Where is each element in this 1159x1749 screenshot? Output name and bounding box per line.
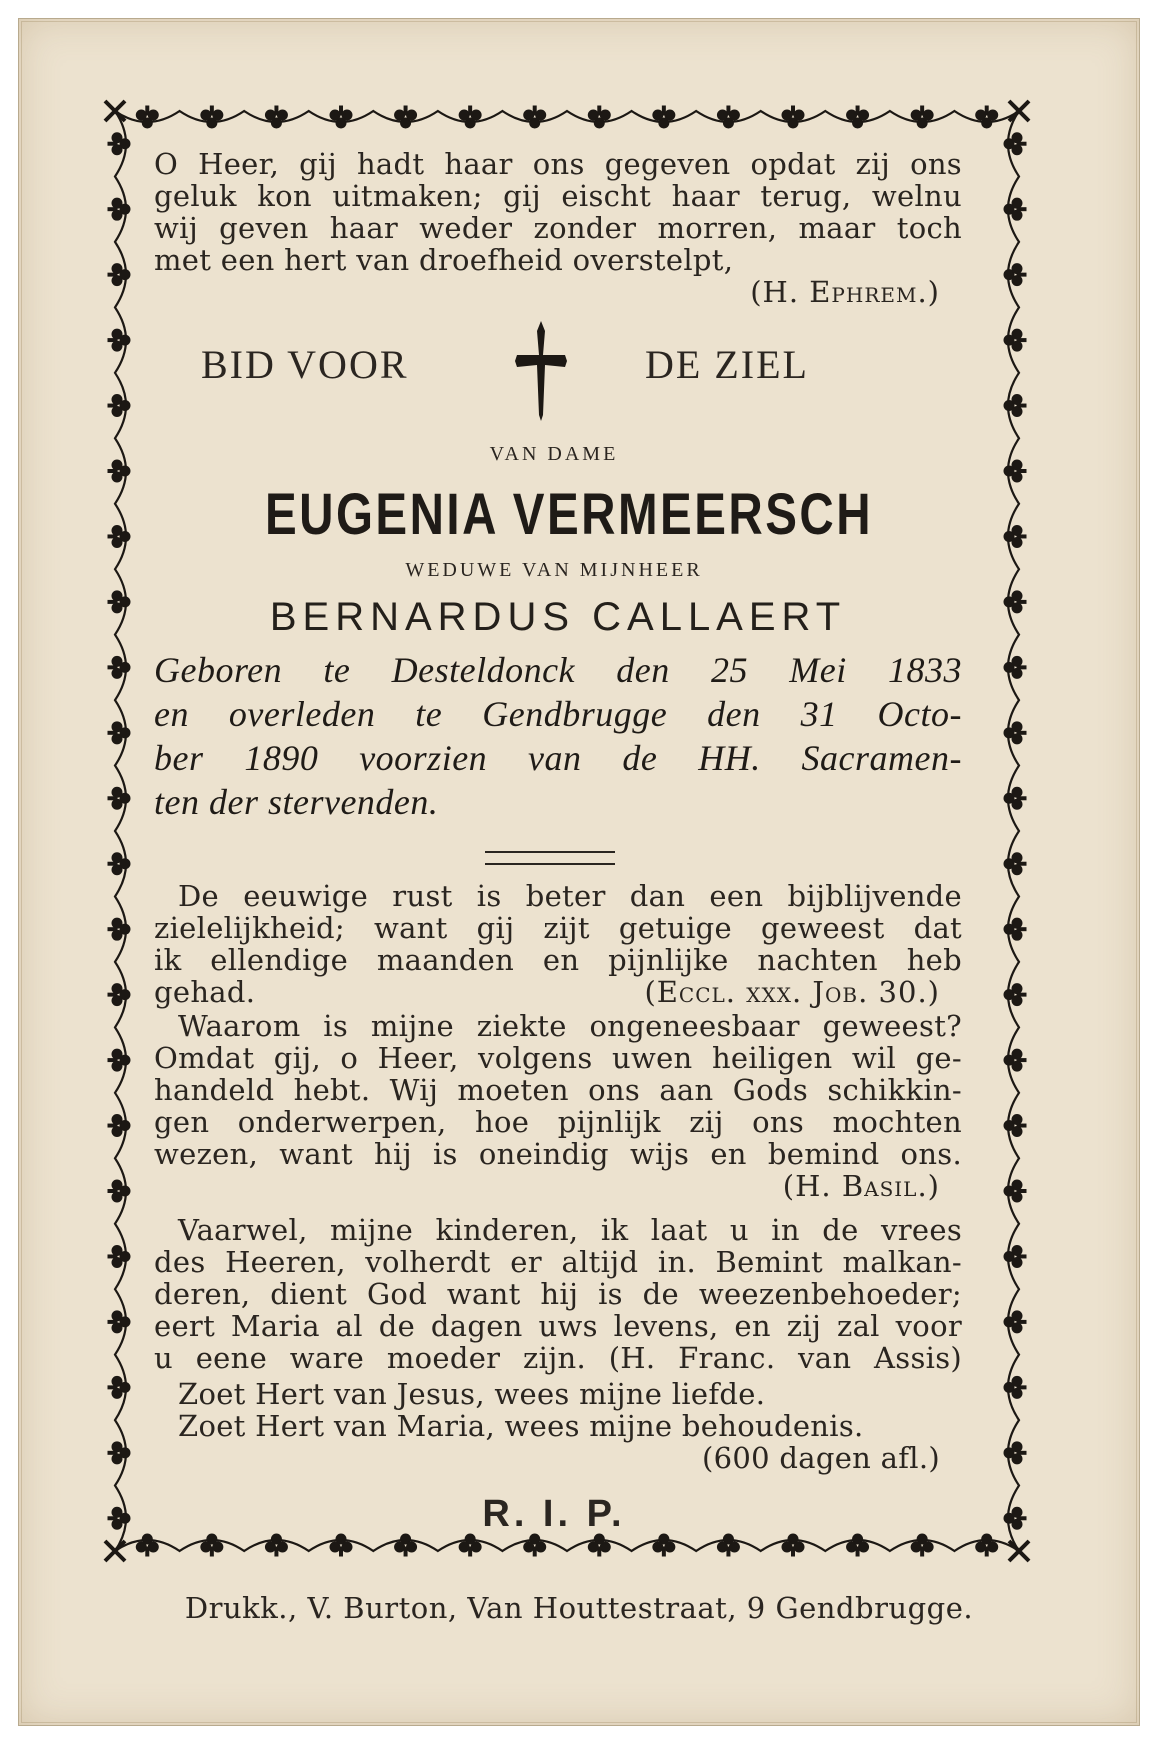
- quote-line: gehad.: [154, 975, 256, 1009]
- fleur-icon: [717, 1534, 739, 1556]
- fleur-icon: [330, 106, 352, 128]
- double-rule: [485, 851, 615, 865]
- fleur-icon: [201, 1534, 223, 1556]
- fleur-icon: [136, 1534, 158, 1556]
- fleur-icon: [847, 106, 869, 128]
- life-line: ber 1890 voorzien van de HH. Sacramen-: [154, 738, 962, 778]
- fleur-icon: [395, 106, 417, 128]
- opening-quote: [154, 147, 962, 307]
- fleur-icon: [201, 106, 223, 128]
- life-line: Geboren te Desteldonck den 25 Mei 1833: [154, 650, 962, 690]
- scroll-vine: [115, 1540, 1019, 1551]
- scroll-vine: [115, 111, 126, 1551]
- quote-line: zielelijkheid; want gij zijt getuige geweest dat: [154, 911, 962, 945]
- memorial-card: [18, 18, 1140, 1726]
- fleur-icon: [395, 1534, 417, 1556]
- quote-line: ik ellendige maanden en pijnlijke nachten heb: [154, 943, 962, 977]
- quote-line: geluk kon uitmaken; gij eischt haar terug, welnu: [154, 179, 962, 213]
- fleur-icon: [976, 106, 998, 128]
- printer-imprint: Drukk., V. Burton, Van Houttestraat, 9 Gendbrugge.: [184, 1591, 974, 1625]
- fleur-icon: [782, 106, 804, 128]
- prayers: [154, 1377, 962, 1487]
- fleur-icon: [911, 106, 933, 128]
- title-label: VAN DAME: [489, 443, 619, 465]
- husband-name: BERNARDUS CALLAERT: [269, 595, 847, 639]
- life-line: en overleden te Gendbrugge den 31 Octo-: [154, 694, 962, 734]
- fleur-icon: [717, 106, 739, 128]
- quote-line: Waarom is mijne ziekte ongeneesbaar geweest?: [178, 1009, 962, 1043]
- quote-line: gen onderwerpen, hoe pijnlijk zij ons mochten: [154, 1105, 962, 1139]
- fleur-icon: [136, 106, 158, 128]
- latin-cross-icon: [513, 319, 569, 423]
- fleur-icon: [911, 1534, 933, 1556]
- fleur-icon: [653, 1534, 675, 1556]
- fleur-icon: [588, 106, 610, 128]
- quote-line: des Heeren, volherdt er altijd in. Bemint malkan-: [154, 1245, 962, 1279]
- fleur-icon: [459, 106, 481, 128]
- prayer-line: Zoet Hert van Jesus, wees mijne liefde.: [178, 1377, 766, 1411]
- fleur-icon: [976, 1534, 998, 1556]
- de-ziel-label: DE ZIEL: [645, 342, 809, 387]
- fleur-icon: [459, 1534, 481, 1556]
- assisi-quote: [154, 1213, 962, 1381]
- quote-source: (H. Basil.): [782, 1169, 940, 1203]
- fleur-icon: [265, 106, 287, 128]
- quote-line: O Heer, gij hadt haar ons gegeven opdat zij ons: [154, 147, 962, 181]
- quote-line: wij geven haar weder zonder morren, maar toch: [154, 211, 962, 245]
- corner-cross-icon: [105, 1541, 125, 1561]
- quote-line: eert Maria al de dagen uws levens, en zij zal voor: [154, 1309, 962, 1343]
- fleur-icon: [524, 1534, 546, 1556]
- bid-voor-label: BID VOOR: [201, 342, 409, 387]
- quote-line: Omdat gij, o Heer, volgens uwen heiligen wil ge-: [154, 1041, 962, 1075]
- eccl-quote: [154, 879, 962, 1011]
- quote-line: deren, dient God want hij is de weezenbehoeder;: [154, 1277, 962, 1311]
- relation-label: WEDUWE VAN MIJNHEER: [405, 559, 703, 581]
- fleur-icon: [265, 1534, 287, 1556]
- prayer-line: Zoet Hert van Maria, wees mijne behoudenis.: [178, 1409, 864, 1443]
- life-line: ten der stervenden.: [154, 782, 439, 822]
- fleur-icon: [782, 1534, 804, 1556]
- quote-line: u eene ware moeder zijn. (H. Franc. van Assis): [154, 1341, 962, 1375]
- fleur-icon: [524, 106, 546, 128]
- deceased-name: EUGENIA VERMEERSCH: [264, 482, 874, 547]
- quote-line: handeld hebt. Wij moeten ons aan Gods schikkin-: [154, 1073, 962, 1107]
- basil-quote: [154, 1009, 962, 1209]
- life-dates: [154, 649, 962, 829]
- corner-cross-icon: [1009, 1541, 1029, 1561]
- scroll-vine: [1008, 111, 1019, 1551]
- quote-line: Vaarwel, mijne kinderen, ik laat u in de vrees: [178, 1213, 962, 1247]
- quote-line: De eeuwige rust is beter dan een bijblijvende: [178, 879, 962, 913]
- indulgence-label: (600 dagen afl.): [702, 1441, 940, 1475]
- fleur-icon: [588, 1534, 610, 1556]
- corner-cross-icon: [1009, 101, 1029, 121]
- fleur-icon: [653, 106, 675, 128]
- fleur-icon: [847, 1534, 869, 1556]
- quote-source: (Eccl. xxx. Job. 30.): [644, 975, 940, 1009]
- scroll-vine: [115, 111, 1019, 122]
- quote-line: met een hert van droefheid overstelpt,: [154, 243, 734, 277]
- quote-source: (H. Ephrem.): [750, 275, 940, 309]
- fleur-icon: [330, 1534, 352, 1556]
- corner-cross-icon: [105, 101, 125, 121]
- quote-line: wezen, want hij is oneindig wijs en bemind ons.: [154, 1137, 962, 1171]
- rip-label: R. I. P.: [482, 1493, 626, 1535]
